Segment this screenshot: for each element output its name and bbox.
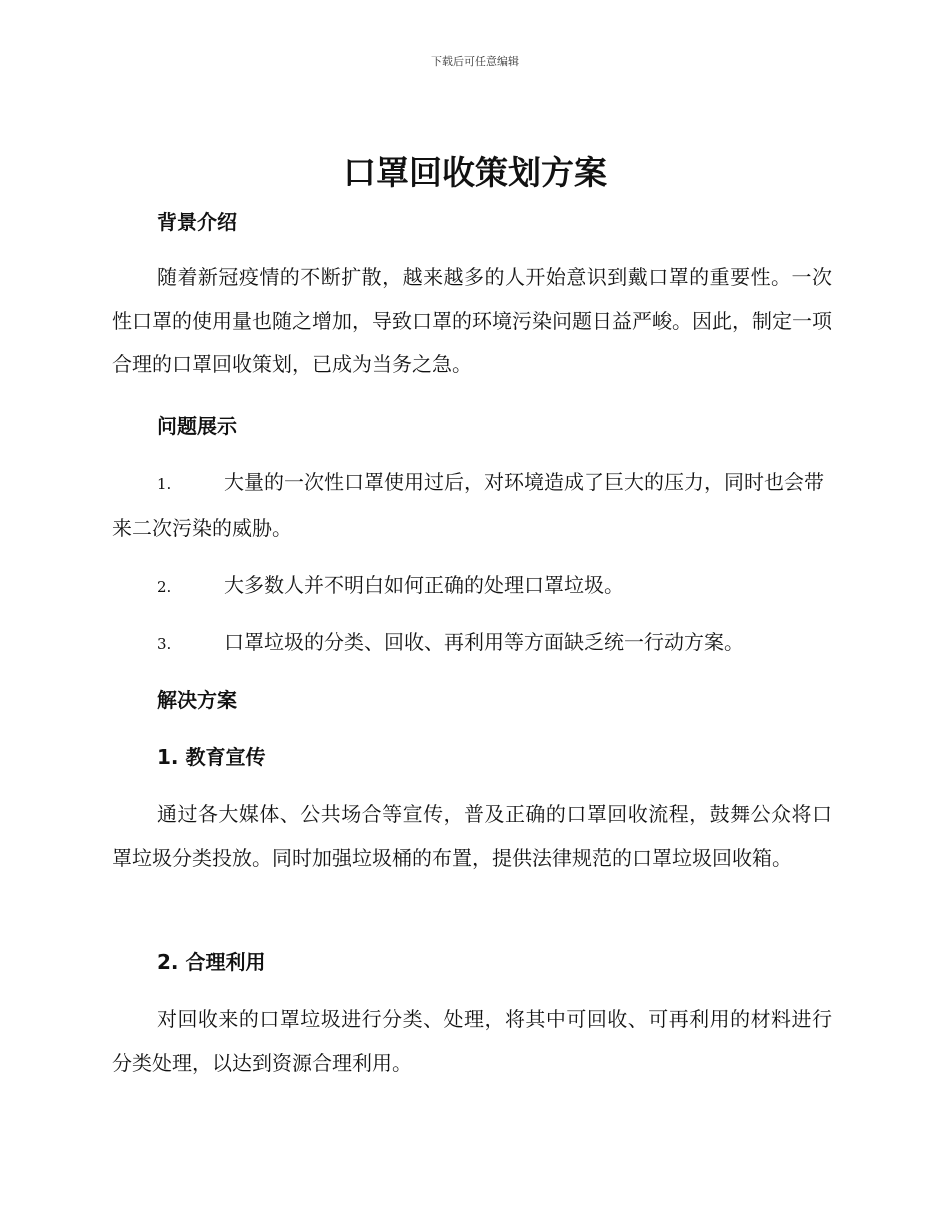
document-title: 口罩回收策划方案 <box>343 153 607 192</box>
solution-heading-education: 1. 教育宣传 <box>157 745 266 769</box>
problem-item-text: 大量的一次性口罩使用过后，对环境造成了巨大的压力，同时也会带来二次污染的威胁。 <box>112 470 824 540</box>
problem-item <box>112 461 832 550</box>
problem-item-number: 1. <box>157 475 172 493</box>
page-header-note: 下载后可任意编辑 <box>431 55 519 68</box>
background-paragraph: 随着新冠疫情的不断扩散，越来越多的人开始意识到戴口罩的重要性。一次性口罩的使用量也随之增加，导致口罩的环境污染问题日益严峻。因此，制定一项合理的口罩回收策划，已成为当务之急。 <box>112 265 832 376</box>
problem-item <box>112 621 832 667</box>
problem-item-number: 2. <box>157 578 172 596</box>
solution-paragraph-education: 通过各大媒体、公共场合等宣传，普及正确的口罩回收流程，鼓舞公众将口罩垃圾分类投放。同时加强垃圾桶的布置，提供法律规范的口罩垃圾回收箱。 <box>112 802 832 870</box>
section-heading-problems: 问题展示 <box>157 414 237 438</box>
section-heading-solutions: 解决方案 <box>157 688 237 712</box>
solution-paragraph-utilization: 对回收来的口罩垃圾进行分类、处理，将其中可回收、可再利用的材料进行分类处理，以达到资源合理利用。 <box>112 1007 832 1075</box>
problem-item-text: 口罩垃圾的分类、回收、再利用等方面缺乏统一行动方案。 <box>224 630 744 654</box>
problem-item-text: 大多数人并不明白如何正确的处理口罩垃圾。 <box>224 573 624 597</box>
problem-item <box>112 564 832 610</box>
problem-item-number: 3. <box>157 635 172 653</box>
section-heading-background: 背景介绍 <box>157 210 237 234</box>
solution-heading-utilization: 2. 合理利用 <box>157 950 266 974</box>
